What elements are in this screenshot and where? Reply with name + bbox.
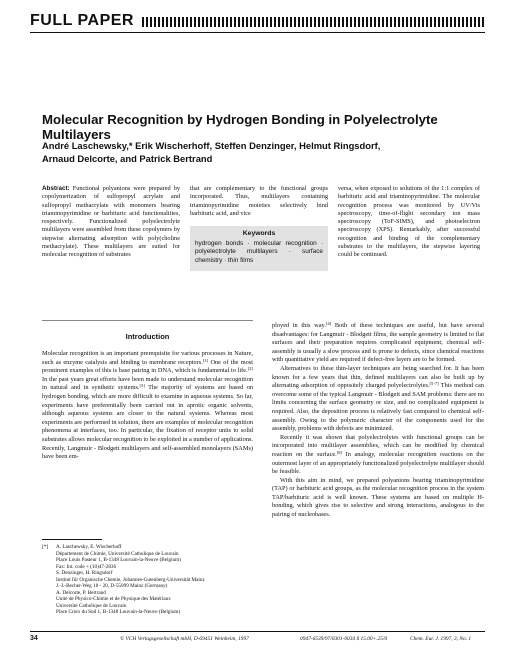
- keywords-box: [190, 226, 328, 270]
- introduction-heading: Introduction: [125, 332, 170, 341]
- paragraph: [272, 434, 484, 477]
- footnote-rule: [42, 539, 102, 540]
- keywords-title: Keywords: [242, 230, 276, 238]
- abstract-label: Abstract:: [42, 185, 70, 192]
- footnote-line: J.-J.-Becher-Weg 18 - 20, D-55099 Mainz (Germany): [56, 583, 168, 589]
- running-header: [30, 8, 485, 34]
- text-run: This method can overcome some of the typical Langmuir - Blodgett and SAM problems: there are no limits concerning the surface geometry or size, and no complicated equipment is required. Also, the deposition process is relatively fast compared to chemical self-assembly. Owing to the polymeric character of the components used for the assembly, problems with defects are minimized.: [272, 382, 484, 433]
- footnote-line: A. Delcorte, P. Bertrand: [56, 589, 106, 596]
- paragraph: [272, 322, 484, 365]
- page-footer: [30, 635, 485, 645]
- footnote-line: Institut für Organische Chemie, Johannes-Gutenberg-Universität Mainz: [56, 576, 205, 583]
- header-pattern-bar: [142, 17, 485, 27]
- intro-rule: [42, 320, 253, 321]
- abstract-column-1: [42, 185, 180, 260]
- paragraph: With this aim in mind, we prepared polyanions bearing triaminopyrimidine (TAP) or barbituric acid groups, as the molecular recognition process in the system TAP/barbituric acid is well known. These systems are based on multiple H-bonding, which gives rise to selective and strong interactions, analogous to the pairing of nucleobases.: [272, 476, 484, 519]
- reference-mark: [5-7]: [429, 381, 439, 387]
- reference-mark: [2]: [247, 366, 253, 372]
- publisher-line: © VCH Verlagsgesellschaft mbH, D-69451 Weinheim, 1997: [120, 636, 249, 642]
- page-number: 34: [30, 635, 38, 642]
- text-run: The majority of systems are based on hydrogen bonding, which are more difficult to examine in aqueous systems. So far, experiments have preferentially been carried out in aprotic organic solvents, although aqueous systems are closer to the natural systems. Whereas most experiments are performed in solution, there are examples of molecular recognition phenomena at interfaces, too. In particular, the fixation of receptor units to solid substrates allows molecular recognition to be exploited in a number of applications. Recently, Langmuir - Blodgett multilayers and self-assembled monolayers (SAMs) have been em-: [42, 384, 253, 461]
- text-run: In the past years great efforts have been made to understand molecular recognition in natural and in synthetic systems.: [42, 375, 253, 392]
- text-run: In analogy, molecular recognition reactions on the outermost layer of an appropriately functionalized polyelectrolyte multilayer should be feasible.: [272, 450, 484, 476]
- body-column-right: [272, 322, 484, 520]
- footnote-mark: [*]: [42, 544, 49, 550]
- keywords-text: hydrogen bonds · molecular recognition · polyelectrolyte multilayers · surface chemistry · thin films: [195, 239, 323, 264]
- footnote-line: Place Croix du Sud 1, B-1348 Louvain-la-Neuve (Belgium): [56, 609, 181, 615]
- abstract-text-2: that are complementary to the functional groups incorporated. Thus, multilayers containing triaminopyrimidine moieties selectively bind barbituric acid, and vice: [190, 185, 328, 217]
- reference-mark: [1]: [202, 357, 209, 363]
- footer-rule: [30, 631, 485, 632]
- abstract-text-1: Functional polyanions were prepared by copolymerization of sulfopropyl acrylate and sulfopropyl methacrylate with monomers bearing triaminopyrimidine or barbituric acid functionalities, respectively. Functionalized polyelectrolyte multilayers were assembled from these copolymers by stepwise alternating adsorption with poly(choline methacrylate). These multilayers are suited for molecular recognition of substrates: [42, 185, 180, 259]
- reference-mark: [3]: [139, 383, 145, 389]
- footnote-line: Université Catholique de Louvain: [56, 602, 127, 609]
- footnote-line: Fax: Int. code + (10)47-2836: [56, 563, 117, 570]
- text-run: Molecular recognition is an important prerequisite for various processes in Nature, such as enzyme catalysis and binding to membrane receptors.: [42, 350, 253, 366]
- section-label: FULL PAPER: [30, 12, 134, 29]
- text-run: Recently it was shown that polyelectrolytes with functional groups can be incorporated into multilayer assemblies, which can be modified by chemical reaction on the surface.: [272, 433, 484, 458]
- footnote-line: Unité de Physico-Chimie et de Physique des Matériaux: [56, 596, 171, 602]
- journal-citation: Chem. Eur. J. 1997, 3, No. 1: [410, 636, 472, 642]
- footnote-line: S. Denzinger, H. Ringsdorf: [56, 570, 113, 576]
- author-line-1: André Laschewsky,* Erik Wischerhoff, Steffen Denzinger, Helmut Ringsdorf,: [42, 140, 381, 151]
- footnote-text: A. Laschewsky, E. Wischerhoff: [56, 544, 122, 550]
- text-run: Both of these techniques are useful, but have several disadvantages: for Langmuir - Blodgett films, the sample geometry is limited to flat surfaces and their preparation requires complicated equipment; chemical self-assembly is usually a slow process and is prone to defects, since chemical reactions with quantitative yield are required if defect-free layers are to be formed.: [272, 322, 484, 364]
- body-column-left: [42, 350, 253, 462]
- issn-line: 0947-6539/97/0301-0034 $ 15.00+.25/0: [300, 636, 388, 642]
- abstract-column-3: versa, when exposed to solutions of the 1:1 complex of barbituric acid and triaminopyrimidine. The molecular recognition process was monitored by UV/Vis spectroscopy, time-of-flight secondary ion mass spectroscopy (ToF-SIMS), and photoelectron spectroscopy (XPS). Remarkably, after successful recognition and binding of the complementary substrates to the multilayers, the stepwise layering could be continued.: [338, 185, 480, 259]
- text-run: Alternatives to these thin-layer techniques are being searched for. It has been known for a few years that thin, defined multilayers can also be built up by alternating adsorption of oppositely charged polyelectrolytes.: [272, 364, 484, 390]
- paragraph: [42, 350, 253, 462]
- reference-mark: [8]: [336, 449, 343, 455]
- author-line-2: Arnaud Delcorte, and Patrick Bertrand: [42, 152, 213, 164]
- paragraph: [272, 365, 484, 434]
- text-run: ployed in this way.: [272, 322, 326, 329]
- paper-title: Molecular Recognition by Hydrogen Bonding in Polyelectrolyte Multilayers: [42, 112, 438, 142]
- abstract-column-2: [190, 185, 328, 271]
- abstract: [42, 185, 482, 300]
- text-run: One of the most prominent examples of this is base pairing in DNA, which is fundamental to life.: [42, 358, 253, 375]
- reference-mark: [4]: [325, 321, 332, 326]
- footnote-line: Place Louis Pasteur 1, B-1348 Louvain-la-Neuve (Belgium): [56, 557, 181, 563]
- footnote-line: Département de Chimie, Université Catholique de Louvain: [56, 550, 179, 557]
- header-rule: [30, 32, 485, 33]
- author-list: [42, 140, 482, 165]
- author-affiliations: [42, 544, 253, 616]
